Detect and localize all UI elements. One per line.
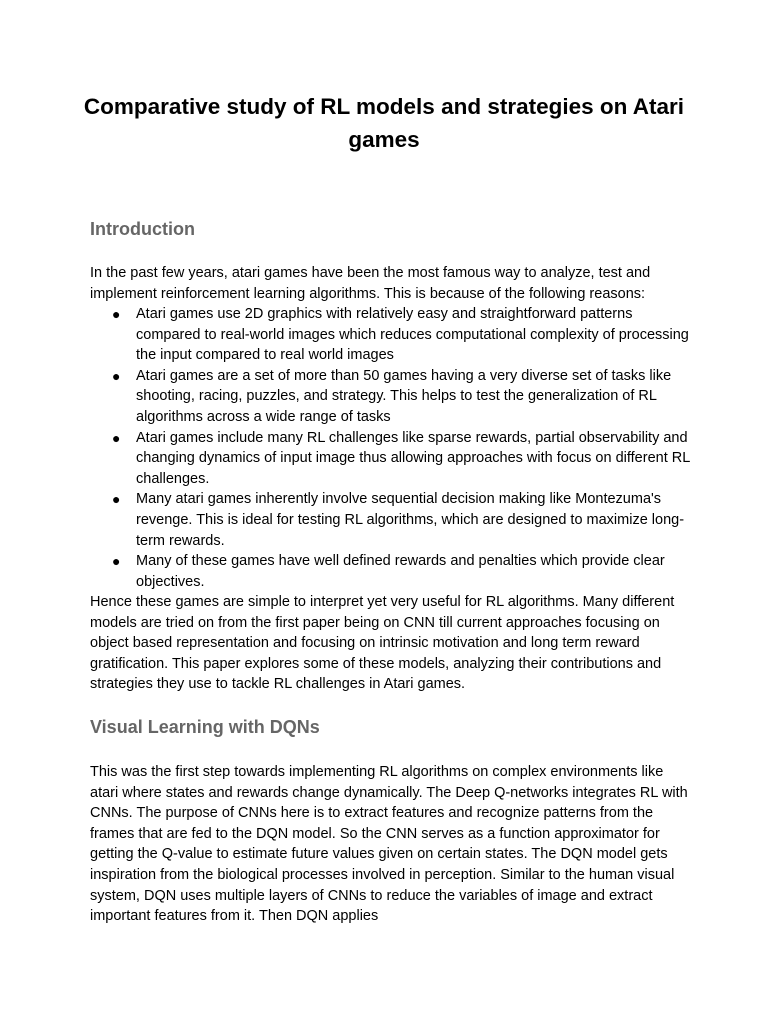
- list-item-text: Atari games are a set of more than 50 games having a very diverse set of tasks like shooting, racing, puzzles, and strategy. This helps to test the generalization of RL algorithms across a wide range of tasks: [136, 367, 672, 425]
- list-item-text: Atari games use 2D graphics with relatively easy and straightforward patterns compared to real-world images which reduces computational complexity of processing the input compared to real world images: [136, 306, 689, 364]
- list-item: [90, 489, 690, 551]
- list-item: [90, 551, 690, 592]
- list-item: [90, 366, 690, 428]
- closing-paragraph: Hence these games are simple to interpret yet very useful for RL algorithms. Many different models are tried on from the first paper being on CNN till current approaches focusing on object based representation and focusing on intrinsic motivation and long term reward gratification. This paper explores some of these models, analyzing their contributions and strategies they use to tackle RL challenges in Atari games.: [90, 594, 675, 693]
- list-item: [90, 428, 690, 490]
- document-title: Comparative study of RL models and strategies on Atari games: [83, 94, 685, 152]
- bullet-icon: ●: [112, 306, 121, 322]
- bullet-icon: ●: [112, 491, 121, 508]
- intro-paragraph: In the past few years, atari games have been the most famous way to analyze, test and implement reinforcement learning algorithms. This is because of the following reasons:: [90, 265, 651, 302]
- list-item-text: Many of these games have well defined rewards and penalties which provide clear objectives.: [136, 553, 665, 590]
- dqn-paragraph: This was the first step towards implementing RL algorithms on complex environments like atari where states and rewards change dynamically. The Deep Q-networks integrates RL with CNNs. The purpose of CNNs here is to extract features and recognize patterns from the frames that are fed to the DQN model. So the CNN serves as a function approximator for getting the Q-value to estimate future values given on certain states. The DQN model gets inspiration from the biological processes involved in perception. Similar to the human visual system, DQN uses multiple layers of CNNs to reduce the variables of image and extract important features from it. Then DQN applies: [90, 764, 688, 925]
- section-heading-introduction: Introduction: [90, 219, 195, 239]
- reasons-list: [90, 304, 690, 592]
- bullet-icon: ●: [112, 367, 121, 384]
- list-item: [90, 304, 690, 366]
- bullet-icon: ●: [112, 553, 121, 570]
- section-heading-visual-learning: Visual Learning with DQNs: [90, 717, 320, 737]
- list-item-text: Atari games include many RL challenges like sparse rewards, partial observability and changing dynamics of input image thus allowing approaches with focus on different RL challenges.: [136, 429, 690, 487]
- bullet-icon: ●: [112, 429, 121, 446]
- list-item-text: Many atari games inherently involve sequential decision making like Montezuma's revenge. This is ideal for testing RL algorithms, which are designed to maximize long-term rewards.: [136, 491, 685, 549]
